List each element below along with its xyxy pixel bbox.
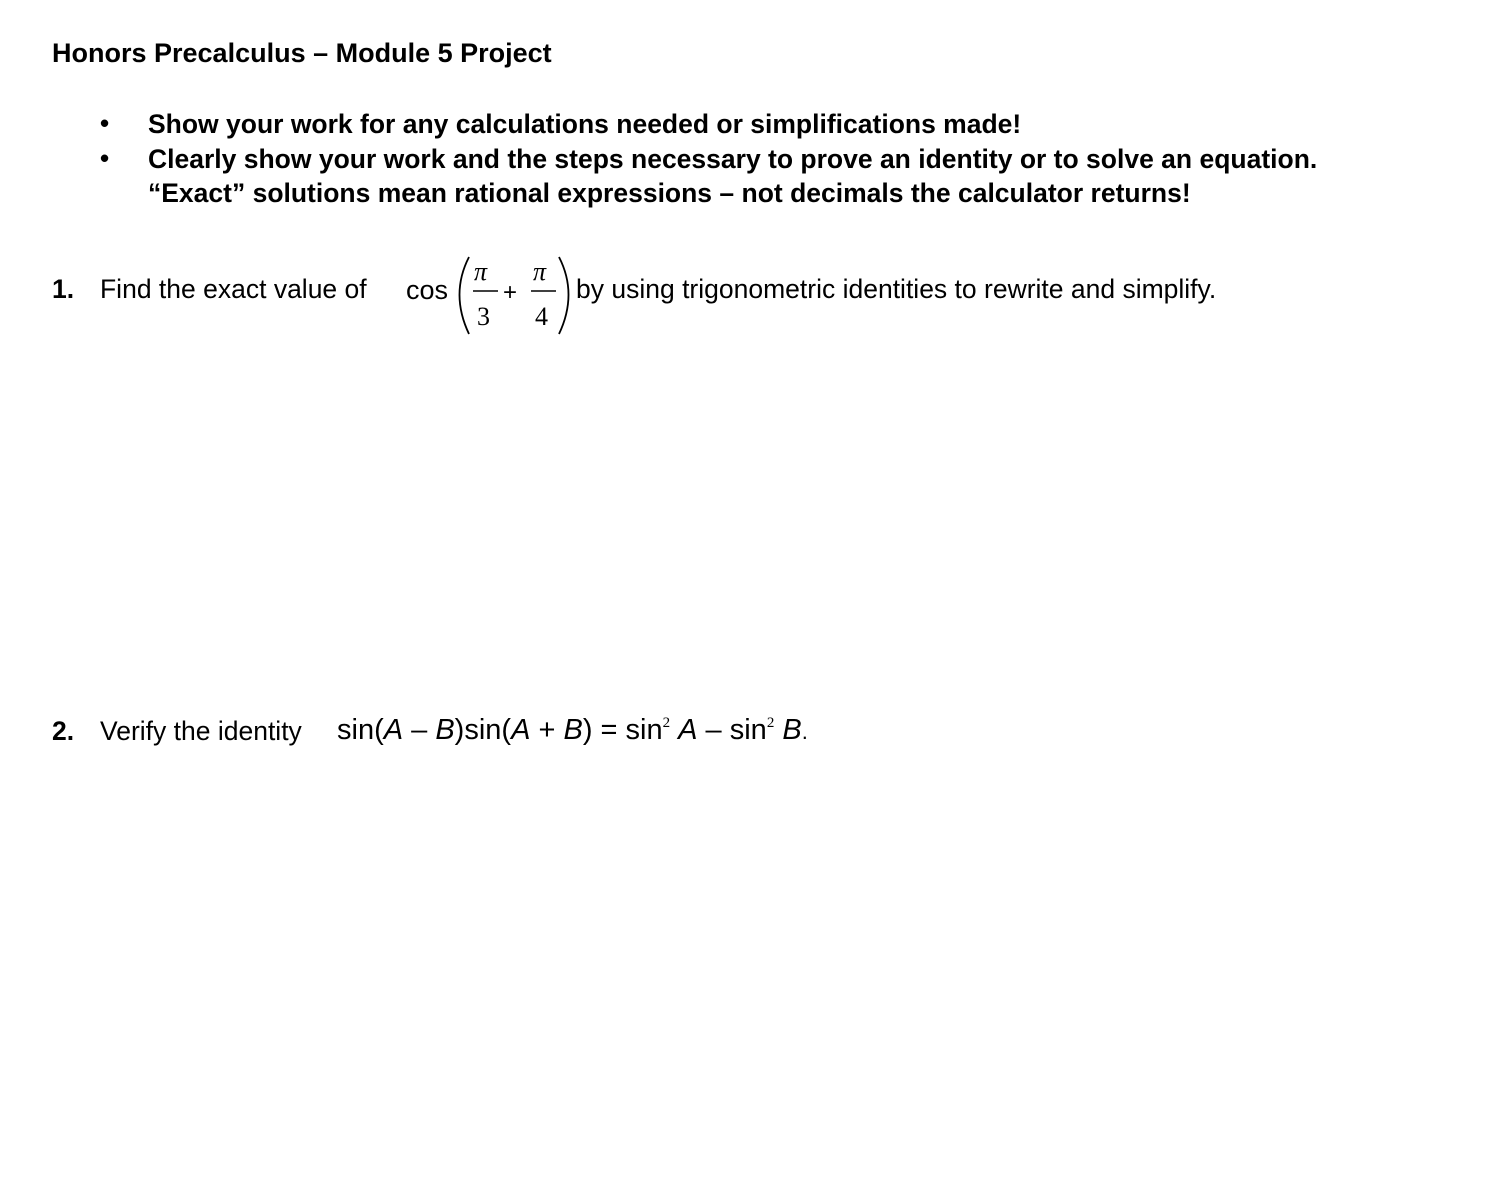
- cos-func: cos: [406, 275, 449, 305]
- fraction-1-numerator: π: [474, 257, 488, 286]
- fraction-1-denominator: 3: [477, 302, 490, 331]
- page-title: Honors Precalculus – Module 5 Project: [52, 38, 552, 68]
- fraction-2-denominator: 4: [535, 302, 548, 331]
- exponent: 2: [662, 715, 671, 731]
- math-text: ) = sin: [582, 714, 663, 746]
- instruction-line: Show your work for any calculations needed or simplifications made!: [148, 109, 1022, 139]
- math-text: – sin: [697, 714, 767, 746]
- left-paren-curve: [460, 257, 470, 334]
- math-text: sin(: [337, 714, 384, 746]
- right-paren: [559, 257, 569, 334]
- var-a: A: [383, 714, 404, 746]
- var-a: A: [678, 714, 698, 746]
- plus-sign: +: [530, 714, 564, 746]
- question-number: 2.: [52, 716, 75, 746]
- var-b: B: [782, 714, 802, 746]
- plus-sign: +: [503, 279, 518, 306]
- cos-expression: [400, 250, 575, 342]
- bullet-icon: •: [100, 108, 110, 138]
- question-prompt: Verify the identity: [100, 716, 302, 746]
- question-prompt-suffix: by using trigonometric identities to rewrite and simplify.: [576, 274, 1217, 304]
- instruction-line: Clearly show your work and the steps necessary to prove an identity or to solve an equation.: [148, 144, 1318, 174]
- var-b: B: [435, 714, 455, 746]
- question-prompt: Find the exact value of: [100, 274, 367, 304]
- minus-sign: –: [403, 714, 436, 746]
- bullet-icon: •: [100, 143, 110, 173]
- var-a: A: [511, 714, 531, 746]
- fraction-2-numerator: π: [533, 257, 547, 286]
- question-number: 1.: [52, 274, 75, 304]
- math-text: )sin(: [454, 714, 512, 746]
- period: .: [801, 719, 808, 744]
- var-b: B: [563, 714, 583, 746]
- exponent: 2: [766, 715, 775, 731]
- instruction-line: “Exact” solutions mean rational expressions – not decimals the calculator returns!: [148, 178, 1191, 208]
- identity-expression: [337, 714, 808, 747]
